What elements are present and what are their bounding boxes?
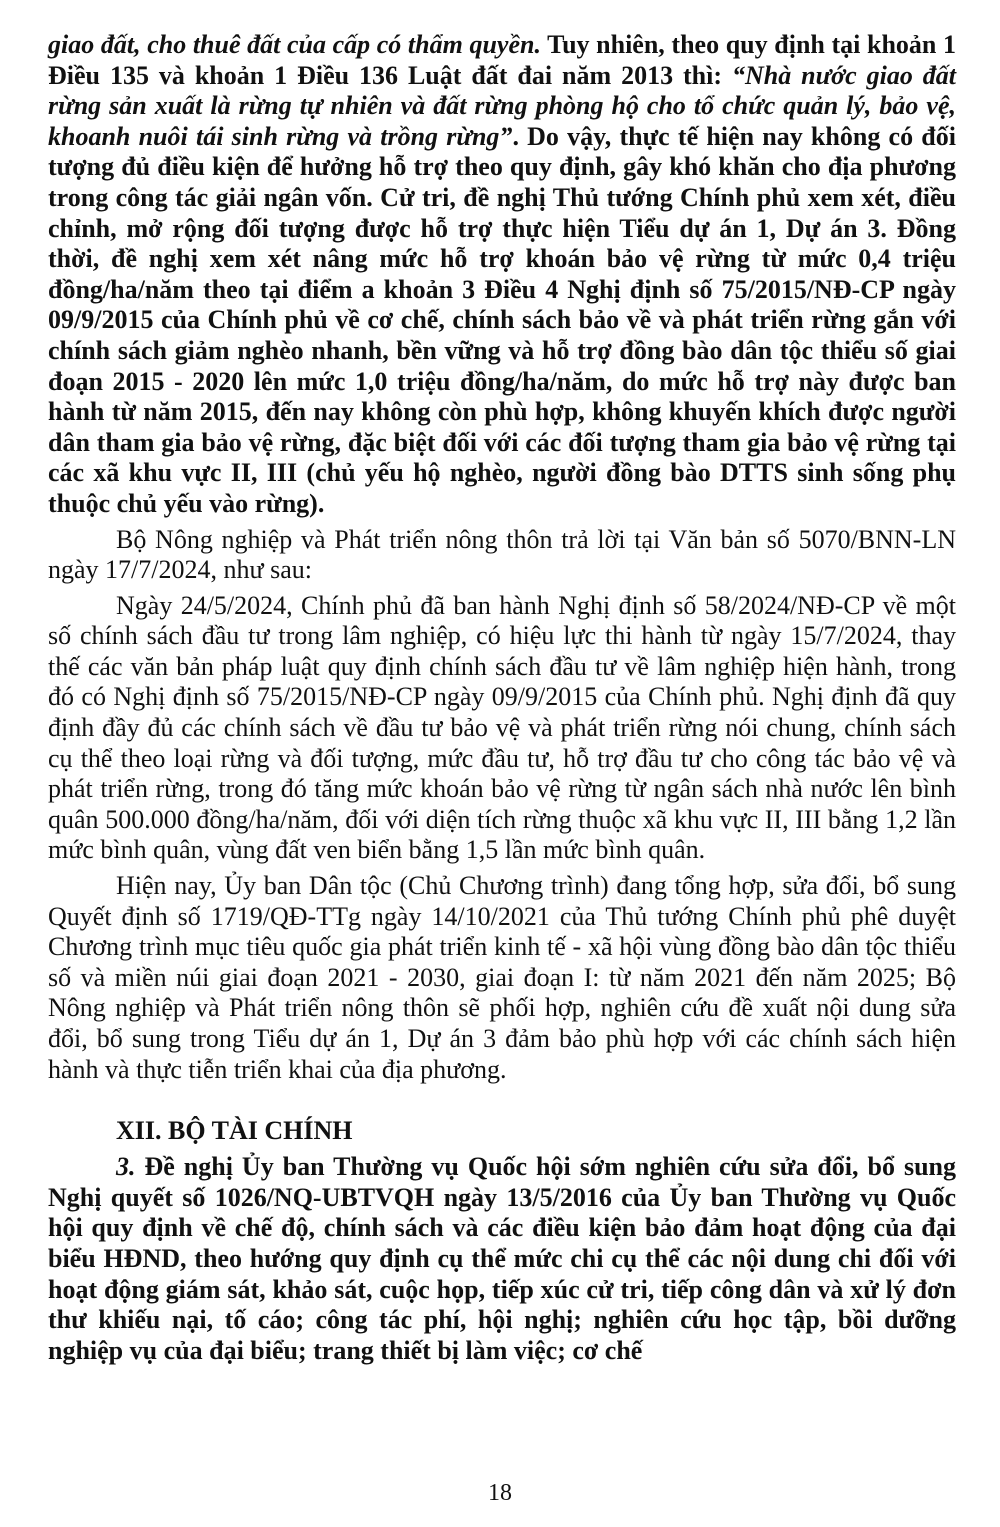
page-number: 18 <box>488 1480 512 1506</box>
legal-basis-text: Tuy nhiên, theo quy định tại khoản 1 Điều 135 và khoản 1 Điều 136 Luật đất đai năm 2013 thì: <box>48 30 956 90</box>
law-quotation: “Nhà nước giao đất rừng sản xuất là rừng tự nhiên và đất rừng phòng hộ cho tổ chức quản lý, bảo vệ, khoanh nuôi tái sinh rừng và trồng rừng” <box>48 60 956 151</box>
italic-clause: giao đất, cho thuê đất của cấp có thẩm quyền. <box>48 30 541 59</box>
finance-petition-paragraph <box>48 1152 956 1366</box>
finance-petition-text: Đề nghị Ủy ban Thường vụ Quốc hội sớm nghiên cứu sửa đổi, bổ sung Nghị quyết số 1026/NQ-UBTVQH ngày 13/5/2016 của Ủy ban Thường vụ Quốc hội quy định về chế độ, chính sách và các điều kiện bảo đảm hoạt động của đại biểu HĐND, theo hướng quy định cụ thể mức chi cụ thể các nội dung chi đối với hoạt động giám sát, khảo sát, cuộc họp, tiếp xúc cử tri, tiếp công dân và xử lý đơn thư khiếu nại, tố cáo; công tác phí, hội nghị; nghiên cứu học tập, bồi dưỡng nghiệp vụ của đại biểu; trang thiết bị làm việc; cơ chế <box>48 1152 956 1365</box>
page-body <box>48 30 956 1366</box>
item-number: 3. <box>116 1152 136 1182</box>
voter-petition-paragraph <box>48 30 956 520</box>
reply-paragraph-decree: Ngày 24/5/2024, Chính phủ đã ban hành Nghị định số 58/2024/NĐ-CP về một số chính sách đầu tư trong lâm nghiệp, có hiệu lực thi hành từ ngày 15/7/2024, thay thế các văn bản pháp luật quy định chính sách đầu tư về lâm nghiệp hiện hành, trong đó có Nghị định số 75/2015/NĐ-CP ngày 09/9/2015 của Chính phủ. Nghị định đã quy định đầy đủ các chính sách về đầu tư bảo vệ và phát triển rừng nói chung, chính sách cụ thể theo loại rừng và đối tượng, mức đầu tư, hỗ trợ đầu tư cho công tác bảo vệ và phát triển rừng, trong đó tăng mức khoán bảo vệ rừng từ ngân sách nhà nước lên bình quân 500.000 đồng/ha/năm, đối với diện tích rừng thuộc xã khu vực II, III bằng 1,2 lần mức bình quân, vùng đất ven biển bằng 1,5 lần mức bình quân. <box>48 590 956 865</box>
reply-paragraph-program: Hiện nay, Ủy ban Dân tộc (Chủ Chương trình) đang tổng hợp, sửa đổi, bổ sung Quyết định số 1719/QĐ-TTg ngày 14/10/2021 của Thủ tướng Chính phủ phê duyệt Chương trình mục tiêu quốc gia phát triển kinh tế - xã hội vùng đồng bào dân tộc thiểu số và miền núi giai đoạn 2021 - 2030, giai đoạn I: từ năm 2021 đến năm 2025; Bộ Nông nghiệp và Phát triển nông thôn sẽ phối hợp, nghiên cứu đề xuất nội dung sửa đổi, bổ sung trong Tiểu dự án 1, Dự án 3 đảm bảo phù hợp với các chính sách hiện hành và thực tiễn triển khai của địa phương. <box>48 871 956 1084</box>
section-heading: XII. BỘ TÀI CHÍNH <box>116 1116 353 1146</box>
petition-text: . Do vậy, thực tế hiện nay không có đối tượng đủ điều kiện để hưởng hỗ trợ theo quy định, gây khó khăn cho địa phương trong công tác giải ngân vốn. Cử tri, đề nghị Thủ tướng Chính phủ xem xét, điều chỉnh, mở rộng đối tượng được hỗ trợ thực hiện Tiểu dự án 1, Dự án 3. Đồng thời, đề nghị xem xét nâng mức hỗ trợ khoán bảo vệ rừng từ mức 0,4 triệu đồng/ha/năm theo tại điểm a khoản 3 Điều 4 Nghị định số 75/2015/NĐ-CP ngày 09/9/2015 của Chính phủ về cơ chế, chính sách bảo về và phát triển rừng gắn với chính sách giảm nghèo nhanh, bền vững và hỗ trợ đồng bào dân tộc thiểu số giai đoạn 2015 - 2020 lên mức 1,0 triệu đồng/ha/năm, do mức hỗ trợ này được ban hành từ năm 2015, đến nay không còn phù hợp, không khuyến khích được người dân tham gia bảo vệ rừng, đặc biệt đối với các đối tượng tham gia bảo vệ rừng tại các xã khu vực II, III (chủ yếu hộ nghèo, người đồng bào DTTS sinh sống phụ thuộc chủ yếu vào rừng). <box>48 121 956 518</box>
ministry-reply-intro: Bộ Nông nghiệp và Phát triển nông thôn trả lời tại Văn bản số 5070/BNN-LN ngày 17/7/2024, như sau: <box>48 524 956 585</box>
